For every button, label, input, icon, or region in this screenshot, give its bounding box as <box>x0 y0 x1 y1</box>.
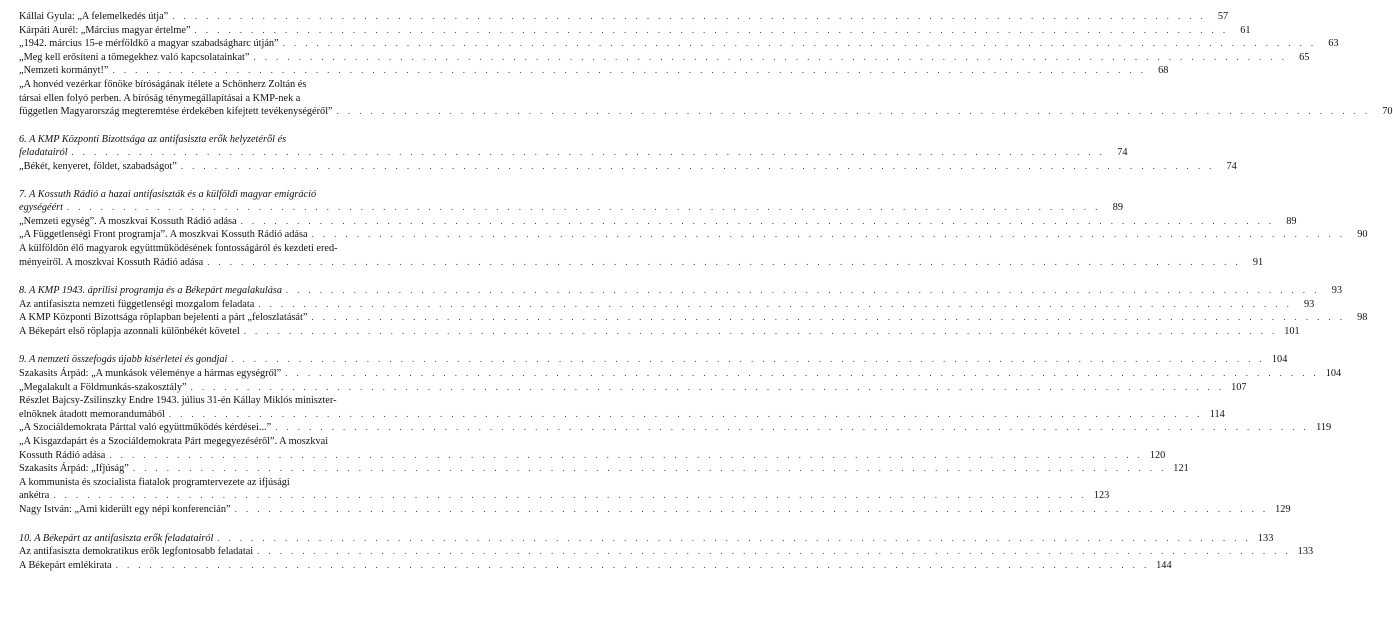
toc-entry: Nagy István: „Ami kiderült egy népi konferencián” . . . 129 <box>19 503 430 517</box>
toc-entry: A Békepárt első röplapja azonnali különbékét követel . . . 101 <box>19 325 430 339</box>
toc-entry: „A Függetlenségi Front programja”. A moszkvai Kossuth Rádió adása . . . 90 <box>19 228 430 242</box>
page-number: 57 <box>1217 11 1229 22</box>
page-number: 89 <box>1112 202 1123 214</box>
toc-entry: „A honvéd vezérkar főnöke bíróságának ítélete a Schönherz Zoltán és társai ellen folyó perben. A bíróság ténymegállapításai a KMP-nek a független Magyarország megteremtése érdekében kifejtett tevékenységéről” . . . 70 <box>19 78 430 119</box>
page-number: 104 <box>1325 368 1342 380</box>
section-heading: 10. A Békepárt az antifasiszta erők feladatairól . . . 133 <box>19 532 430 546</box>
toc-section-continued <box>19 10 1393 119</box>
page-number: 120 <box>1149 449 1166 461</box>
toc-entry: Kállai Gyula: „A felemelkedés útja” . . . 57 <box>19 10 430 24</box>
toc-entry: Kárpáti Aurél: „Március magyar értelme” . . . 61 <box>19 24 430 38</box>
page-number: 93 <box>1303 298 1315 310</box>
page-number: 121 <box>1173 463 1189 475</box>
toc-entry: A KMP Központi Bizottsága röplapban bejelenti a párt „feloszlatását” . . . 98 <box>19 311 430 325</box>
section-heading: 7. A Kossuth Rádió a hazai antifasiszták és a külföldi magyar emigráció <box>19 188 317 200</box>
page-number: 74 <box>1117 147 1128 159</box>
toc-entry: „A Kisgazdapárt és a Szociáldemokrata Párt megegyezéséről”. A moszkvai Kossuth Rádió adása . . . 120 <box>19 435 430 462</box>
section-heading: 9. A nemzeti összefogás újabb kísérletei és gondjai . . . 104 <box>19 353 430 367</box>
toc-entry: Részlet Bajcsy-Zsilinszky Endre 1943. július 31-én Kállay Miklós miniszter- elnöknek átadott memorandumából . . . 114 <box>19 394 430 421</box>
page-number: 133 <box>1297 546 1314 558</box>
toc-entry: Az antifasiszta nemzeti függetlenségi mozgalom feladata . . . 93 <box>19 298 430 312</box>
toc-entry: A kommunista és szocialista fiatalok programtervezete az ifjúsági ankétra . . . 123 <box>19 476 430 503</box>
toc-section-9 <box>19 353 1342 516</box>
toc-entry: „Megalakult a Földmunkás-szakosztály” . . . 107 <box>19 381 430 395</box>
page-number: 98 <box>1357 312 1368 324</box>
toc-entry: „Nemzeti egység”. A moszkvai Kossuth Rádió adása . . . 89 <box>19 215 430 229</box>
page-number: 107 <box>1231 381 1247 393</box>
page-number: 133 <box>1257 532 1274 544</box>
section-heading-last-line: feladatairól . . . 74 <box>19 146 430 160</box>
toc-entry: „Nemzeti kormányt!” . . . 68 <box>19 64 430 78</box>
toc-entry: Szakasits Árpád: „Ifjúság” . . . 121 <box>19 462 430 476</box>
page-number: 65 <box>1299 51 1310 63</box>
page-number: 104 <box>1271 354 1288 366</box>
toc-entry: Szakasits Árpád: „A munkások véleménye a hármas egységről” . . . 104 <box>19 367 430 381</box>
page-number: 123 <box>1093 490 1110 502</box>
toc-section-7 <box>19 188 1368 270</box>
toc-entry: „Meg kell erősíteni a tömegekhez való kapcsolatainkat” . . . 65 <box>19 51 430 65</box>
toc-section-8 <box>19 284 1368 338</box>
page-number: 68 <box>1158 65 1169 77</box>
toc-section-10 <box>19 532 1314 573</box>
page-number: 61 <box>1240 24 1251 36</box>
toc-entry: „1942. március 15-e mérföldkő a magyar szabadságharc útján” . . . 63 <box>19 37 430 51</box>
page-number: 93 <box>1331 285 1342 297</box>
toc-section-6 <box>19 133 1237 174</box>
page-number: 90 <box>1357 229 1368 241</box>
page-number: 114 <box>1209 408 1225 420</box>
section-heading-last-line: egységéért . . . 89 <box>19 201 430 215</box>
toc-entry: A Békepárt emlékirata . . . 144 <box>19 559 430 573</box>
section-heading: 6. A KMP Központi Bizottsága az antifasiszta erők helyzetéről és <box>19 133 287 145</box>
toc-entry: Az antifasiszta demokratikus erők legfontosabb feladatai . . . 133 <box>19 545 430 559</box>
toc-entry: „A Szociáldemokrata Párttal való együttműködés kérdései...” . . . 119 <box>19 421 430 435</box>
page-number: 89 <box>1286 215 1297 227</box>
page-number: 70 <box>1382 106 1393 118</box>
page-number: 91 <box>1252 256 1264 268</box>
page-number: 101 <box>1284 325 1300 337</box>
page-number: 63 <box>1328 38 1339 50</box>
section-heading: 8. A KMP 1943. áprilisi programja és a Békepárt megalakulása . . . 93 <box>19 284 430 298</box>
page-number: 129 <box>1275 504 1291 515</box>
toc-entry: A külföldön élő magyarok együttműködésének fontosságáról és kezdeti ered- ményeiről. A moszkvai Kossuth Rádió adása . . . 91 <box>19 242 430 269</box>
page-number: 144 <box>1156 559 1172 571</box>
page-number: 119 <box>1316 422 1332 434</box>
page-number: 74 <box>1226 160 1237 172</box>
toc-entry: „Békét, kenyeret, földet, szabadságot” . . . 74 <box>19 160 430 174</box>
